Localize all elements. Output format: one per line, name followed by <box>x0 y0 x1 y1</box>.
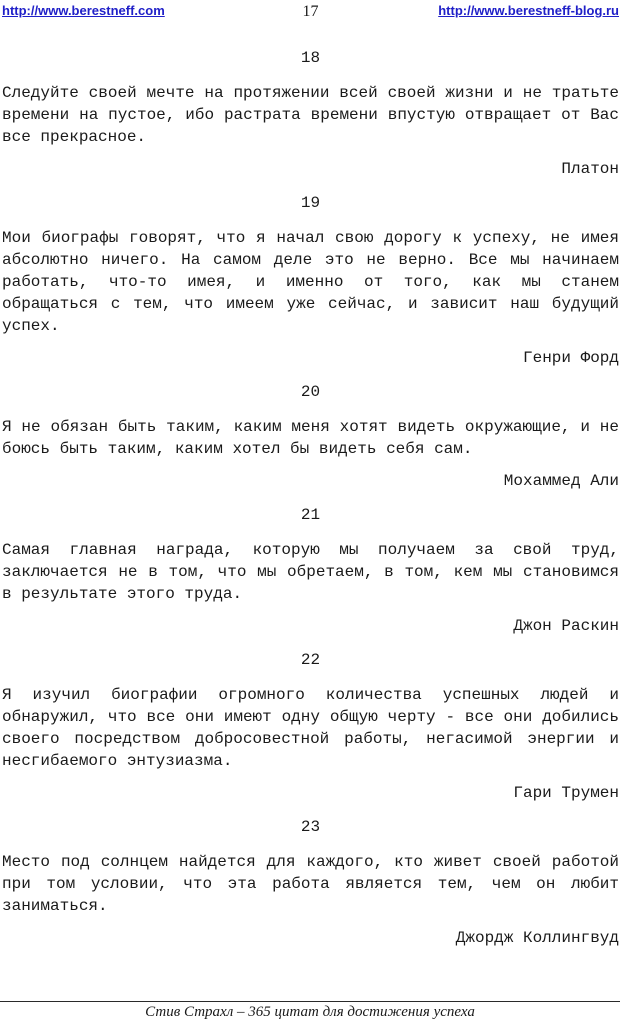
quote-number: 21 <box>300 506 321 524</box>
quote-block-19 <box>2 192 619 369</box>
quote-text: Следуйте своей мечте на протяжении всей своей жизни и не тратьте времени на пустое, ибо растрата времени впустую отвращает от Вас все прекрасное. <box>2 84 619 146</box>
quote-text: Я изучил биографии огромного количества успешных людей и обнаружил, что все они имеют одну общую черту - все они добились своего посредством добросовестной работы, негасимой энергии и несгибаемого энтузиазма. <box>2 686 619 770</box>
footer-divider <box>0 1001 620 1024</box>
quote-text: Самая главная награда, которую мы получаем за свой труд, заключается не в том, что мы обретаем, в том, кем мы становимся в результате этого труда. <box>2 541 619 603</box>
quote-author: Джон Раскин <box>513 617 619 635</box>
quote-author: Джордж Коллингвуд <box>455 929 619 947</box>
footer-title: Стив Страхл – 365 цитат для достижения успеха <box>145 1004 475 1020</box>
page-header <box>2 3 619 21</box>
quote-text: Я не обязан быть таким, каким меня хотят видеть окружающие, и не боюсь быть таким, каким хотел бы видеть себя сам. <box>2 418 619 458</box>
quote-author: Мохаммед Али <box>503 472 619 490</box>
quote-block-21 <box>2 504 619 637</box>
header-link-berestneff-blog[interactable]: http://www.berestneff-blog.ru <box>438 3 619 18</box>
quote-author: Генри Форд <box>522 349 619 367</box>
quote-number: 18 <box>300 49 321 67</box>
quote-block-20 <box>2 381 619 492</box>
page-number: 17 <box>302 3 319 20</box>
quote-number: 20 <box>300 383 321 401</box>
quote-number: 22 <box>300 651 321 669</box>
quote-number: 23 <box>300 818 321 836</box>
quote-author: Гари Трумен <box>513 784 619 802</box>
quote-author: Платон <box>561 160 619 178</box>
header-link-berestneff[interactable]: http://www.berestneff.com <box>2 3 165 18</box>
quote-block-18 <box>2 47 619 180</box>
quote-text: Мои биографы говорят, что я начал свою дорогу к успеху, не имея абсолютно ничего. На самом деле это не верно. Все мы начинаем работать, что-то имея, и именно от того, как мы станем обращаться с тем, что имеем уже сейчас, и зависит наш будущий успех. <box>2 229 619 335</box>
quote-number: 19 <box>300 194 321 212</box>
quote-text: Место под солнцем найдется для каждого, кто живет своей работой при том условии, что эта работа является тем, чем он любит заниматься. <box>2 853 619 915</box>
quote-block-23 <box>2 816 619 949</box>
quote-block-22 <box>2 649 619 804</box>
